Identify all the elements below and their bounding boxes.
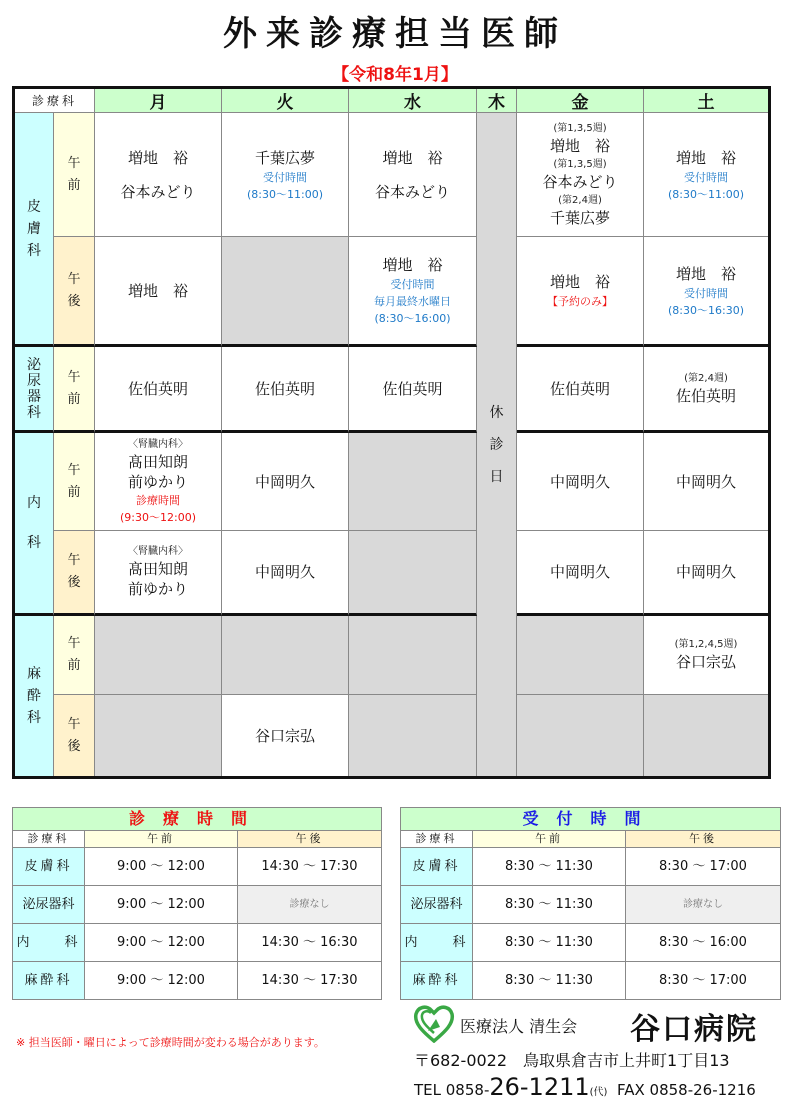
dept-char: 科 bbox=[27, 710, 41, 726]
doctor-name: 髙田知朗 bbox=[127, 560, 188, 578]
doctor-name: 佐伯英明 bbox=[549, 379, 610, 398]
internal-am-fri bbox=[517, 433, 644, 531]
dept-char: 膚 bbox=[27, 220, 41, 237]
pm-hours: 14:30 ～ 17:30 bbox=[261, 973, 358, 988]
col-header-am: 午前 bbox=[85, 831, 238, 847]
am-char: 午 bbox=[67, 155, 81, 171]
col-header-pm: 午後 bbox=[626, 831, 780, 847]
internal-pm-tue bbox=[222, 531, 349, 616]
consult-hours-title: 診療時間 bbox=[13, 808, 381, 830]
doctor-name: 中岡明久 bbox=[549, 472, 610, 491]
am-hours: 8:30 ～ 11:30 bbox=[473, 848, 626, 885]
fax-number: FAX 0858-26-1216 bbox=[617, 1081, 756, 1099]
anes-am-sat bbox=[644, 616, 768, 695]
derm-am-tue bbox=[222, 113, 349, 237]
anes-am-mon-empty bbox=[95, 616, 222, 695]
am-label bbox=[54, 113, 95, 237]
header-fri: 金 bbox=[517, 89, 644, 113]
header-mon: 月 bbox=[95, 89, 222, 113]
pm-hours: 8:30 ～ 16:00 bbox=[659, 935, 747, 950]
dept-char: 泌 bbox=[27, 356, 41, 373]
pm-char: 午 bbox=[67, 553, 81, 568]
header-tue: 火 bbox=[222, 89, 349, 113]
dept-name: 泌尿器科 bbox=[401, 886, 473, 923]
anes-pm-sat-empty bbox=[644, 695, 768, 776]
header-wed: 水 bbox=[349, 89, 477, 113]
disclaimer-note: ※ 担当医師・曜日によって診療時間が変わる場合があります。 bbox=[16, 1036, 325, 1049]
doctor-name: 増地 裕 bbox=[382, 148, 443, 167]
derm-am-fri bbox=[517, 113, 644, 237]
internal-am-wed-empty bbox=[349, 433, 477, 531]
reception-note: 受付時間 bbox=[684, 170, 728, 184]
dept-char: 麻 bbox=[27, 666, 41, 682]
address: 〒682-0022 鳥取県倉吉市上井町1丁目13 bbox=[414, 1051, 730, 1070]
am-hours: 8:30 ～ 11:30 bbox=[473, 962, 626, 999]
am-hours: 9:00 ～ 12:00 bbox=[85, 962, 238, 999]
doctor-name: 谷本みどり bbox=[374, 182, 450, 201]
table-row bbox=[13, 924, 381, 962]
doctor-name: 増地 裕 bbox=[549, 273, 610, 291]
doctor-name: 増地 裕 bbox=[675, 264, 736, 283]
reception-hours-table bbox=[400, 807, 781, 1000]
uro-am-sat bbox=[644, 347, 768, 433]
page-title: 外来診療担当医師 bbox=[223, 14, 567, 54]
doctor-name: 谷本みどり bbox=[120, 182, 196, 201]
am-char: 前 bbox=[67, 177, 81, 193]
doctor-name: 前ゆかり bbox=[127, 472, 188, 491]
week-note: (第2,4週) bbox=[558, 194, 602, 206]
uro-am-fri bbox=[517, 347, 644, 433]
doctor-name: 増地 裕 bbox=[127, 148, 188, 167]
am-char: 前 bbox=[67, 658, 81, 673]
internal-pm-fri bbox=[517, 531, 644, 616]
am-hours: 9:00 ～ 12:00 bbox=[85, 886, 238, 923]
tel-main-number: 26-1211 bbox=[489, 1073, 590, 1101]
tel-representative: (代) bbox=[589, 1087, 608, 1098]
col-header-dept: 診療科 bbox=[13, 831, 85, 847]
reception-note: 受付時間 bbox=[263, 170, 307, 184]
anes-pm-tue bbox=[222, 695, 349, 776]
month-label: 【令和8年1月】 bbox=[332, 65, 458, 85]
dept-name: 内 科 bbox=[401, 924, 473, 961]
doctor-name: 佐伯英明 bbox=[675, 386, 736, 405]
dept-char: 内 bbox=[27, 495, 41, 511]
hospital-name: 谷口病院 bbox=[630, 1012, 758, 1047]
am-label bbox=[54, 347, 95, 433]
dept-name: 泌尿器科 bbox=[13, 886, 85, 923]
am-hours: 9:00 ～ 12:00 bbox=[85, 924, 238, 961]
week-note: (第1,2,4,5週) bbox=[674, 639, 738, 650]
dept-name: 内 科 bbox=[13, 924, 85, 961]
doctor-name: 千葉広夢 bbox=[254, 148, 315, 167]
contact-line bbox=[414, 1073, 756, 1101]
table-row bbox=[13, 848, 381, 886]
am-char: 前 bbox=[67, 391, 81, 407]
doctor-name: 谷口宗弘 bbox=[254, 726, 315, 745]
closed-char: 診 bbox=[489, 436, 504, 453]
anes-am-wed-empty bbox=[349, 616, 477, 695]
heart-leaf-logo-icon bbox=[412, 1003, 456, 1043]
table-row bbox=[13, 962, 381, 999]
pm-hours: 14:30 ～ 16:30 bbox=[261, 935, 358, 950]
am-char: 前 bbox=[67, 484, 81, 500]
uro-am-tue bbox=[222, 347, 349, 433]
am-char: 午 bbox=[67, 369, 81, 385]
pm-char: 後 bbox=[67, 738, 81, 754]
doctor-name: 増地 裕 bbox=[382, 256, 443, 274]
dept-name: 皮膚科 bbox=[13, 848, 85, 885]
am-hours: 8:30 ～ 11:30 bbox=[473, 886, 626, 923]
derm-am-sat bbox=[644, 113, 768, 237]
thursday-closed bbox=[477, 113, 517, 776]
internal-am-tue bbox=[222, 433, 349, 531]
am-label bbox=[54, 616, 95, 695]
pm-hours: 8:30 ～ 17:00 bbox=[659, 973, 747, 988]
doctor-schedule-table bbox=[12, 86, 771, 779]
internal-am-mon bbox=[95, 433, 222, 531]
dept-name: 麻酔科 bbox=[401, 962, 473, 999]
col-header-dept: 診療科 bbox=[401, 831, 473, 847]
closed-char: 休 bbox=[489, 404, 504, 421]
derm-pm-fri bbox=[517, 237, 644, 347]
header-sat: 土 bbox=[644, 89, 768, 113]
internal-am-sat bbox=[644, 433, 768, 531]
am-label bbox=[54, 433, 95, 531]
week-note: (第1,3,5週) bbox=[553, 158, 607, 170]
week-note: (第2,4週) bbox=[684, 372, 728, 384]
dept-char: 皮 bbox=[27, 198, 41, 215]
derm-pm-wed bbox=[349, 237, 477, 347]
dept-char: 科 bbox=[27, 404, 41, 421]
reception-note: 受付時間 bbox=[684, 286, 728, 300]
am-char: 午 bbox=[67, 462, 81, 478]
reception-hours-title: 受付時間 bbox=[401, 808, 780, 830]
derm-am-wed bbox=[349, 113, 477, 237]
pm-hours: 診療なし bbox=[626, 886, 780, 923]
derm-pm-mon bbox=[95, 237, 222, 347]
derm-pm-tue-empty bbox=[222, 237, 349, 347]
anes-pm-mon-empty bbox=[95, 695, 222, 776]
reception-time: (8:30～16:00) bbox=[374, 312, 451, 325]
doctor-name: 中岡明久 bbox=[675, 472, 736, 491]
anes-pm-wed-empty bbox=[349, 695, 477, 776]
reception-time: (8:30～11:00) bbox=[247, 187, 323, 201]
header-dept: 診療科 bbox=[15, 89, 95, 113]
anes-pm-fri-empty bbox=[517, 695, 644, 776]
anes-am-tue-empty bbox=[222, 616, 349, 695]
doctor-name: 中岡明久 bbox=[549, 563, 610, 581]
doctor-name: 増地 裕 bbox=[549, 136, 610, 155]
consult-time: (9:30～12:00) bbox=[120, 510, 196, 524]
dept-name: 麻酔科 bbox=[13, 962, 85, 999]
doctor-name: 中岡明久 bbox=[675, 563, 736, 581]
derm-am-mon bbox=[95, 113, 222, 237]
reception-time: (8:30～11:00) bbox=[668, 187, 744, 201]
tel-prefix: TEL 0858- bbox=[414, 1081, 490, 1099]
pm-char: 午 bbox=[67, 271, 81, 287]
pm-char: 後 bbox=[67, 575, 81, 590]
doctor-name: 前ゆかり bbox=[127, 580, 188, 598]
dept-char: 酔 bbox=[27, 688, 41, 704]
subspecialty-label: 〈腎臓内科〉 bbox=[128, 546, 188, 557]
table-row bbox=[401, 962, 780, 999]
pm-char: 午 bbox=[67, 716, 81, 732]
doctor-name: 中岡明久 bbox=[254, 472, 315, 491]
dept-dermatology bbox=[15, 113, 54, 347]
pm-char: 後 bbox=[67, 293, 81, 309]
doctor-name: 佐伯英明 bbox=[382, 379, 443, 398]
dept-char: 科 bbox=[27, 535, 41, 551]
pm-label bbox=[54, 237, 95, 347]
doctor-name: 中岡明久 bbox=[254, 563, 315, 581]
dept-char: 科 bbox=[27, 242, 41, 259]
dept-anesthesiology bbox=[15, 616, 54, 776]
pm-hours: 14:30 ～ 17:30 bbox=[261, 859, 358, 874]
reception-day: 毎月最終水曜日 bbox=[374, 295, 451, 308]
organization-name: 医療法人 清生会 bbox=[460, 1017, 578, 1036]
am-char: 午 bbox=[67, 636, 81, 651]
anes-am-fri-empty bbox=[517, 616, 644, 695]
am-hours: 9:00 ～ 12:00 bbox=[85, 848, 238, 885]
doctor-name: 増地 裕 bbox=[127, 281, 188, 300]
derm-pm-sat bbox=[644, 237, 768, 347]
internal-pm-mon bbox=[95, 531, 222, 616]
reservation-only-note: 【予約のみ】 bbox=[547, 295, 613, 308]
consult-hours-table bbox=[12, 807, 382, 1000]
week-note: (第1,3,5週) bbox=[553, 122, 607, 134]
internal-pm-sat bbox=[644, 531, 768, 616]
dept-name: 皮膚科 bbox=[401, 848, 473, 885]
doctor-name: 佐伯英明 bbox=[127, 379, 188, 398]
closed-char: 日 bbox=[489, 468, 504, 485]
col-header-pm: 午後 bbox=[238, 831, 381, 847]
pm-hours: 8:30 ～ 17:00 bbox=[659, 859, 747, 874]
doctor-name: 谷本みどり bbox=[542, 172, 618, 191]
am-hours: 8:30 ～ 11:30 bbox=[473, 924, 626, 961]
pm-hours: 診療なし bbox=[238, 886, 381, 923]
table-row bbox=[13, 886, 381, 924]
header-thu: 木 bbox=[477, 89, 517, 113]
dept-internal bbox=[15, 433, 54, 616]
doctor-name: 谷口宗弘 bbox=[675, 653, 736, 671]
uro-am-wed bbox=[349, 347, 477, 433]
doctor-name: 佐伯英明 bbox=[254, 379, 315, 398]
dept-urology bbox=[15, 347, 54, 433]
doctor-name: 増地 裕 bbox=[675, 148, 736, 167]
table-row bbox=[401, 924, 780, 962]
consult-note: 診療時間 bbox=[136, 493, 180, 507]
internal-pm-wed-empty bbox=[349, 531, 477, 616]
subspecialty-label: 〈腎臓内科〉 bbox=[128, 438, 188, 450]
reception-note: 受付時間 bbox=[390, 278, 435, 291]
doctor-name: 千葉広夢 bbox=[549, 208, 610, 227]
table-row bbox=[401, 886, 780, 924]
table-row bbox=[401, 848, 780, 886]
pm-label bbox=[54, 695, 95, 776]
dept-char: 器 bbox=[27, 388, 41, 405]
reception-time: (8:30～16:30) bbox=[668, 303, 744, 317]
pm-label bbox=[54, 531, 95, 616]
doctor-name: 髙田知朗 bbox=[127, 452, 188, 471]
uro-am-mon bbox=[95, 347, 222, 433]
col-header-am: 午前 bbox=[473, 831, 626, 847]
dept-char: 尿 bbox=[27, 372, 41, 389]
